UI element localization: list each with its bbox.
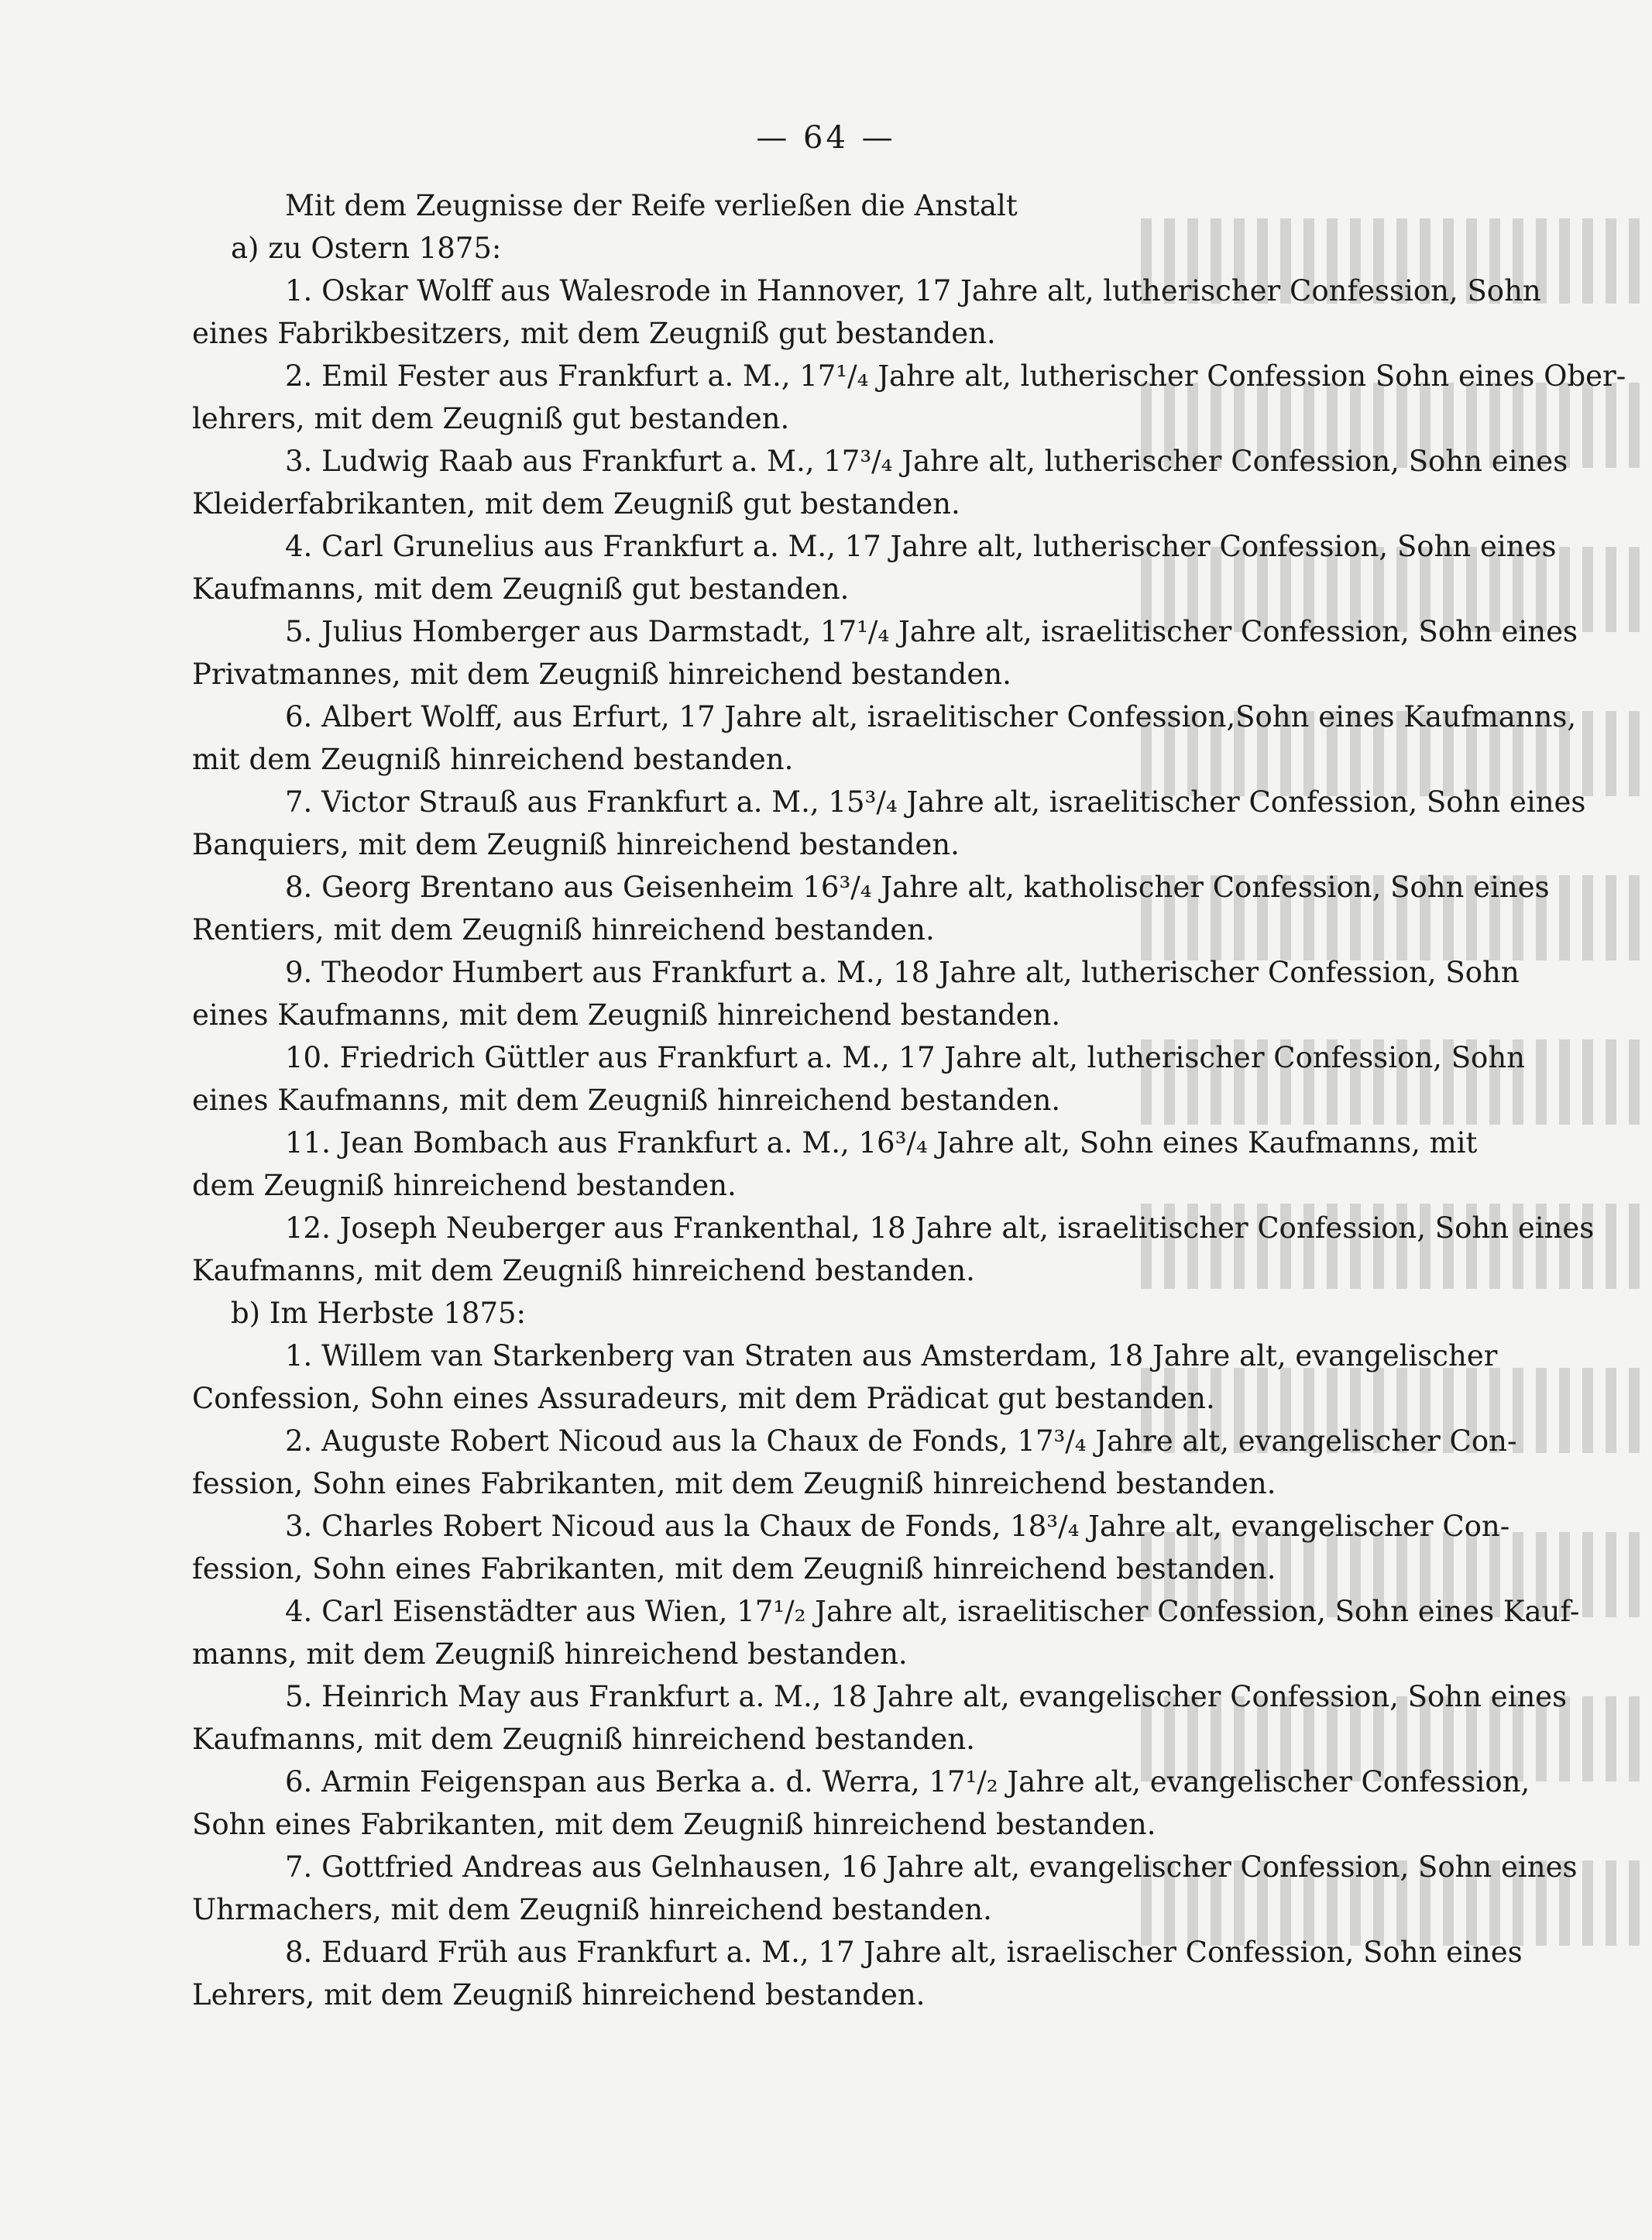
list-item (192, 525, 1557, 610)
list-item (192, 781, 1586, 866)
entry-line-2: lehrers, mit dem Zeugniß gut bestanden. (192, 402, 790, 435)
entry-line-1: 5. Heinrich May aus Frankfurt a. M., 18 Jahre alt, evangelischer Confession, Sohn eines (285, 1680, 1568, 1713)
entry-line-1: 7. Victor Strauß aus Frankfurt a. M., 15³/₄ Jahre alt, israelitischer Confession, Sohn eines (285, 785, 1586, 819)
list-item (192, 1761, 1530, 1846)
entry-line-1: 5. Julius Homberger aus Darmstadt, 17¹/₄ Jahre alt, israelitischer Confession, Sohn eines (285, 615, 1578, 648)
entry-line-2: mit dem Zeugniß hinreichend bestanden. (192, 743, 794, 776)
entry-line-2: fession, Sohn eines Fabrikanten, mit dem Zeugniß hinreichend bestanden. (192, 1467, 1276, 1500)
entry-line-1: 7. Gottfried Andreas aus Gelnhausen, 16 Jahre alt, evangelischer Confession, Sohn eines (285, 1850, 1578, 1884)
list-item (192, 1846, 1578, 1931)
entry-line-1: 8. Eduard Früh aus Frankfurt a. M., 17 Jahre alt, israelischer Confession, Sohn eines (285, 1936, 1523, 1969)
list-item (192, 866, 1550, 951)
entry-line-2: Privatmannes, mit dem Zeugniß hinreichend bestanden. (192, 658, 1011, 691)
list-item (192, 1931, 1521, 2016)
list-item (192, 610, 1578, 696)
entry-line-2: Confession, Sohn eines Assuradeurs, mit dem Prädicat gut bestanden. (192, 1382, 1215, 1415)
entry-line-2: dem Zeugniß hinreichend bestanden. (192, 1169, 737, 1202)
entry-line-1: 2. Auguste Robert Nicoud aus la Chaux de Fonds, 17³/₄ Jahre alt, evangelischer Con- (285, 1424, 1517, 1458)
entry-line-1: 4. Carl Eisenstädter aus Wien, 17¹/₂ Jahre alt, israelitischer Confession, Sohn eines Kauf- (285, 1595, 1580, 1628)
entry-line-2: eines Fabrikbesitzers, mit dem Zeugniß gut bestanden. (192, 317, 996, 350)
list-item (192, 270, 1541, 355)
section-b-heading: b) Im Herbste 1875: (231, 1297, 527, 1330)
entry-line-1: 6. Armin Feigenspan aus Berka a. d. Werra, 17¹/₂ Jahre alt, evangelischer Confession, (285, 1765, 1530, 1799)
list-item (192, 1675, 1568, 1761)
entry-line-2: Kaufmanns, mit dem Zeugniß gut bestanden. (192, 572, 850, 606)
list-item (192, 696, 1577, 781)
page-body (192, 184, 1626, 2016)
entry-line-2: eines Kaufmanns, mit dem Zeugniß hinreichend bestanden. (192, 998, 1061, 1032)
list-item (192, 1335, 1521, 1420)
entry-line-2: Kaufmanns, mit dem Zeugniß hinreichend bestanden. (192, 1723, 975, 1756)
entry-line-2: Sohn eines Fabrikanten, mit dem Zeugniß hinreichend bestanden. (192, 1808, 1156, 1841)
section-b-list (192, 1335, 1580, 2016)
list-item (192, 951, 1521, 1036)
list-item (192, 1207, 1595, 1292)
entry-line-1: 3. Charles Robert Nicoud aus la Chaux de Fonds, 18³/₄ Jahre alt, evangelischer Con- (285, 1510, 1510, 1543)
entry-line-2: Kleiderfabrikanten, mit dem Zeugniß gut bestanden. (192, 487, 960, 520)
list-item (192, 1036, 1525, 1122)
entry-line-1: 8. Georg Brentano aus Geisenheim 16³/₄ Jahre alt, katholischer Confession, Sohn eines (285, 871, 1550, 904)
entry-line-1: 9. Theodor Humbert aus Frankfurt a. M., 18 Jahre alt, lutherischer Confession, Sohn (285, 956, 1520, 989)
entry-line-2: Kaufmanns, mit dem Zeugniß hinreichend bestanden. (192, 1254, 975, 1287)
entry-line-2: eines Kaufmanns, mit dem Zeugniß hinreichend bestanden. (192, 1084, 1061, 1117)
entry-line-1: 12. Joseph Neuberger aus Frankenthal, 18 Jahre alt, israelitischer Confession, Sohn eines (285, 1211, 1595, 1245)
entry-line-1: 3. Ludwig Raab aus Frankfurt a. M., 17³/₄ Jahre alt, lutherischer Confession, Sohn eines (285, 445, 1568, 478)
entry-line-1: 2. Emil Fester aus Frankfurt a. M., 17¹/₄ Jahre alt, lutherischer Confession Sohn eines Ober- (285, 359, 1626, 393)
section-a-heading: a) zu Ostern 1875: (231, 232, 502, 265)
list-item (192, 355, 1626, 440)
entry-line-1: 11. Jean Bombach aus Frankfurt a. M., 16³/₄ Jahre alt, Sohn eines Kaufmanns, mit (285, 1126, 1478, 1160)
intro-line: Mit dem Zeugnisse der Reife verließen die Anstalt (285, 189, 1018, 222)
entry-line-2: fession, Sohn eines Fabrikanten, mit dem Zeugniß hinreichend bestanden. (192, 1552, 1276, 1586)
entry-line-1: 6. Albert Wolff, aus Erfurt, 17 Jahre alt, israelitischer Confession,Sohn eines Kaufmanns, (285, 700, 1577, 733)
list-item (192, 1122, 1521, 1207)
page-number: — 64 — (756, 120, 896, 156)
section-a-list (192, 270, 1626, 1292)
list-item (192, 1420, 1521, 1505)
entry-line-1: 4. Carl Grunelius aus Frankfurt a. M., 17 Jahre alt, lutherischer Confession, Sohn eines (285, 530, 1557, 563)
entry-line-1: 1. Willem van Starkenberg van Straten aus Amsterdam, 18 Jahre alt, evangelischer (285, 1339, 1498, 1373)
list-item (192, 1590, 1580, 1675)
entry-line-2: Banquiers, mit dem Zeugniß hinreichend bestanden. (192, 828, 960, 861)
entry-line-1: 1. Oskar Wolff aus Walesrode in Hannover, 17 Jahre alt, lutherischer Confession, Sohn (285, 274, 1541, 307)
list-item (192, 440, 1568, 525)
entry-line-1: 10. Friedrich Güttler aus Frankfurt a. M., 17 Jahre alt, lutherischer Confession, Sohn (285, 1041, 1525, 1074)
entry-line-2: Rentiers, mit dem Zeugniß hinreichend bestanden. (192, 913, 935, 947)
list-item (192, 1505, 1521, 1590)
entry-line-2: Lehrers, mit dem Zeugniß hinreichend bestanden. (192, 1978, 926, 2012)
entry-line-2: Uhrmachers, mit dem Zeugniß hinreichend bestanden. (192, 1893, 992, 1926)
entry-line-2: manns, mit dem Zeugniß hinreichend bestanden. (192, 1637, 908, 1671)
